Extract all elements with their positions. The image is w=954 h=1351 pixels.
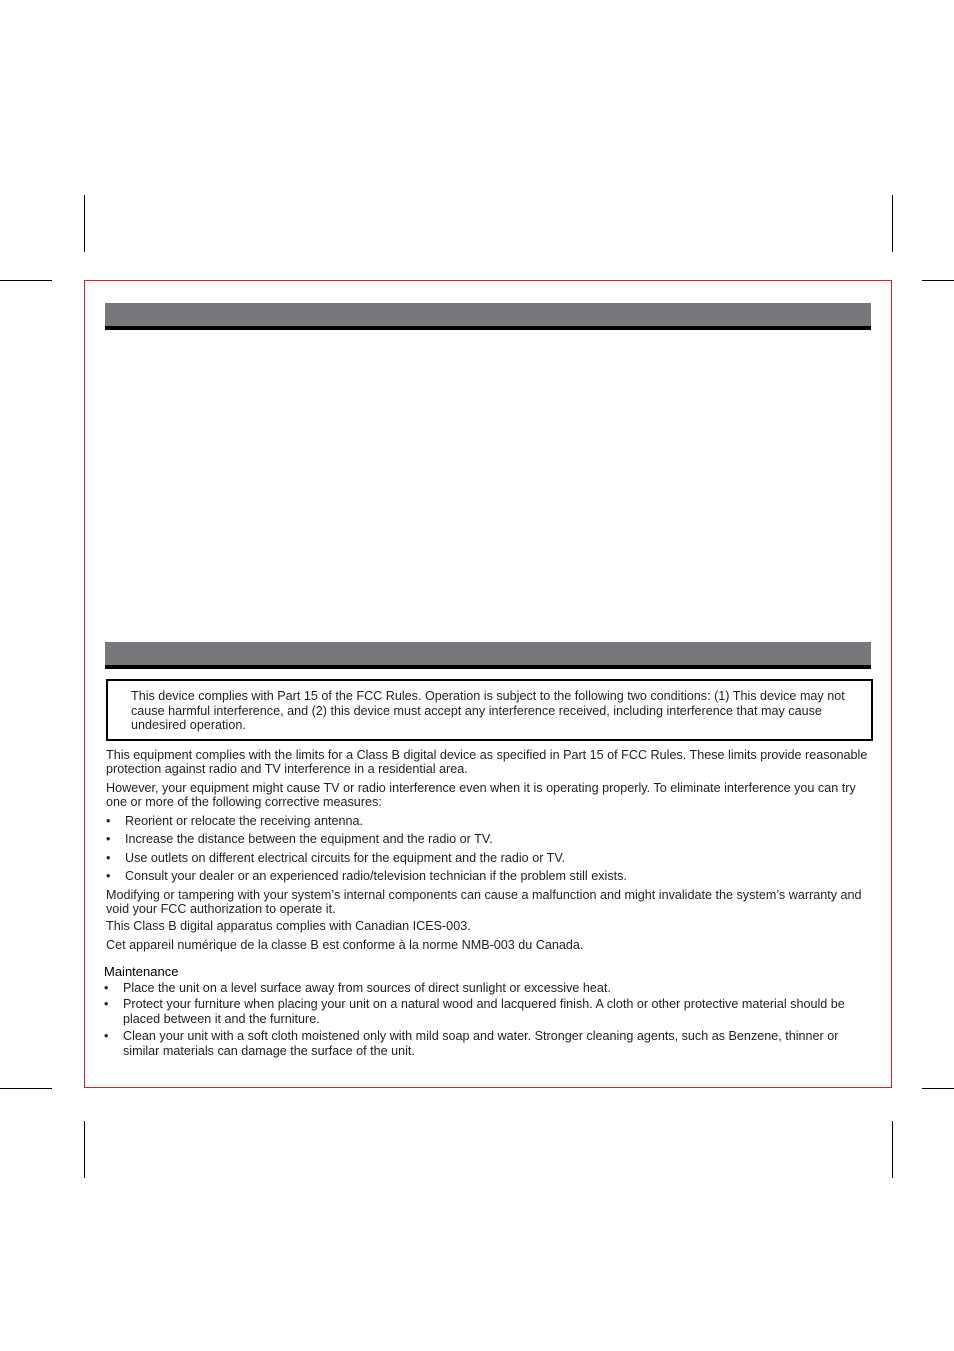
canada-en-paragraph: This Class B digital apparatus complies with Canadian ICES-003. [106, 919, 471, 933]
maintenance-text: Clean your unit with a soft cloth moistened only with mild soap and water. Stronger cleaning agents, such as Benzene, thinner or similar materials can damage the surface of the unit. [123, 1029, 839, 1058]
list-item [106, 869, 874, 883]
bullet-glyph: • [106, 814, 111, 828]
maintenance-text: Place the unit on a level surface away from sources of direct sunlight or excessive heat. [123, 981, 611, 995]
bullet-glyph: • [104, 997, 109, 1011]
bullet-glyph: • [106, 851, 111, 865]
crop-mark-bottom-left [84, 1121, 85, 1178]
list-item [106, 851, 874, 865]
section-header-bar-top [105, 303, 871, 330]
list-item [106, 814, 874, 828]
list-item [104, 997, 872, 1027]
list-item [104, 981, 872, 996]
bullet-glyph: • [104, 981, 109, 995]
bullet-glyph: • [106, 832, 111, 846]
section-header-bar-fcc [105, 642, 871, 669]
maintenance-text: Protect your furniture when placing your unit on a natural wood and lacquered finish. A cloth or other protective material should be placed between it and the furniture. [123, 997, 845, 1026]
fcc-notice-box [106, 679, 873, 741]
crop-mark-bottom-right [892, 1121, 893, 1178]
list-item [104, 1029, 872, 1059]
crop-mark-top-left [84, 195, 85, 252]
fcc-notice-text: This device complies with Part 15 of the FCC Rules. Operation is subject to the following two conditions: (1) This device may not cause harmful interference, and (2) this device must accept any interference received, including interference that may cause undesired operation. [131, 689, 845, 733]
crop-mark-top-right [892, 195, 893, 252]
class-b-paragraph: This equipment complies with the limits for a Class B digital device as specified in Part 15 of FCC Rules. These limits provide reasonable protection against radio and TV interference in a residential area. [106, 748, 868, 776]
measure-text: Increase the distance between the equipment and the radio or TV. [125, 832, 493, 846]
interference-paragraph: However, your equipment might cause TV or radio interference even when it is operating properly. To eliminate interference you can try one or more of the following corrective measures: [106, 781, 856, 809]
list-item [106, 832, 874, 846]
maintenance-title: Maintenance [104, 964, 179, 979]
bullet-glyph: • [104, 1029, 109, 1043]
measure-text: Use outlets on different electrical circuits for the equipment and the radio or TV. [125, 851, 566, 865]
crop-mark-right-top [922, 280, 954, 281]
warranty-section [106, 888, 874, 952]
bullet-glyph: • [106, 869, 111, 883]
measure-text: Reorient or relocate the receiving antenna. [125, 814, 364, 828]
crop-mark-left-bottom [0, 1088, 52, 1089]
measure-text: Consult your dealer or an experienced radio/television technician if the problem still exists. [125, 869, 627, 883]
modifying-paragraph: Modifying or tampering with your system’s internal components can cause a malfunction and might invalidate the system’s warranty and void your FCC authorization to operate it. [106, 888, 862, 916]
crop-mark-right-bottom [922, 1088, 954, 1089]
crop-mark-left-top [0, 280, 52, 281]
canada-fr-paragraph: Cet appareil numérique de la classe B est conforme à la norme NMB-003 du Canada. [106, 938, 584, 952]
class-b-section [106, 748, 874, 809]
